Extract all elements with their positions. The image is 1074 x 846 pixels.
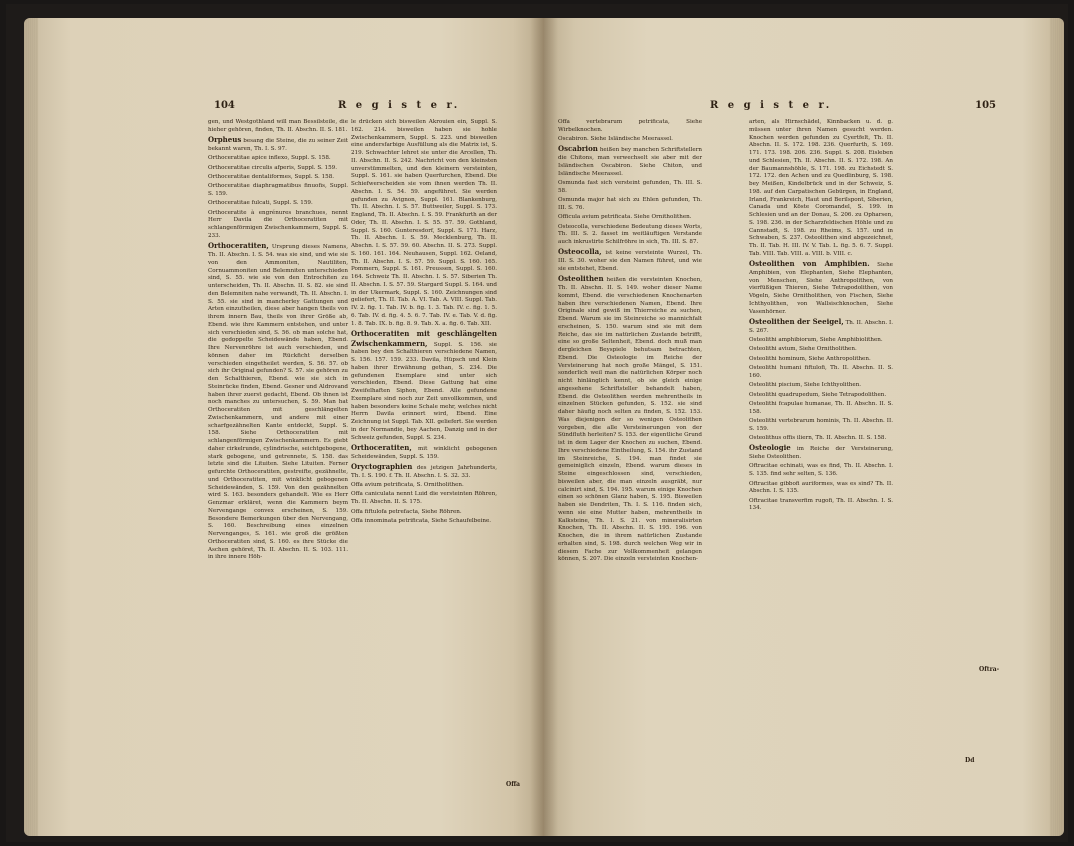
entry-text: Suppl. S. 156. sie haben bey den Schalthieren verschiedene Namen, S. 156. 157. 159. 233. Davila, Hüpsch und Klein haben ihrer Erwähnung gethan, S. 234. Die gefundenen Exemplare sind unter sich verschieden, Ebend. Diese Gattung hat eine Zweifelhaften Siphon, Ebend. Alle gefundene Exemplare sind noch zur Zeit unvollkommen, und haben besonders keine Schale mehr, welches nicht Herrn Davila erinnert wird, Ebend. Eine Zeichnung ist Suppl. Tab. XII. geliefert. Sie werden in der Normandie, bey Aachen, Danzig und in der Schweiz gefunden, Suppl. S. 234. xyxy=(351,341,497,441)
index-entry xyxy=(558,224,702,247)
index-entry xyxy=(749,444,893,462)
entry-text: Oftracitae transverfim rugofi, Th. II. Abschn. I. S. 134. xyxy=(749,497,893,512)
entry-text: Osteolithus offis iliern, Th. II. Abschn. II. S. 158. xyxy=(749,435,887,442)
catchword: Offa xyxy=(506,781,521,788)
index-entry xyxy=(749,498,893,514)
entry-text: Orthoceratite à engrénures branchues, nennt Herr Davila die Orthoceratiten mit schlangenförmigen Zwischenkammern, Suppl. S. 233. xyxy=(208,209,348,239)
index-entry xyxy=(558,119,702,135)
entry-text: Osteocolla, verschiedene Bedeutung dieses Worts, Th. III. S. 2. fasset im weitläuftigen Verstande auch inkrustirte Schilfröhre in sich, Th. III. S. 87. xyxy=(558,223,702,246)
catchword: Oftra- xyxy=(979,666,1000,673)
index-entry xyxy=(208,165,348,173)
index-entry xyxy=(351,444,497,462)
entry-text: Osteolithi piscium, Siehe Ichthyolithen. xyxy=(749,382,862,389)
entry-text: Oftracitae echinati, was es find, Th. II. Abschn. I. S. 135. find sehr selten, S. 136. xyxy=(749,463,893,478)
scan-background xyxy=(6,4,1068,842)
entry-text: Osmunda fast sich versteint gefunden, Th. III. S. 58. xyxy=(558,180,702,194)
right-page-header xyxy=(548,102,996,116)
entry-text: gen, und Westgothland will man Bessilsteile, die hieher gehören, finden, Th. II. Abschn. II. S. 181. xyxy=(208,119,348,133)
index-entry xyxy=(558,145,702,178)
index-entry xyxy=(351,330,497,443)
index-entry xyxy=(351,482,497,490)
entry-text: le drücken sich bisweilen Akrouien ein, Suppl. S. 162. 214. bisweilen haben sie hohle Zwischenkammern, Suppl. S. 223. und bisweilen eine andersfarbige Ausfüllung als die Matrix ist, S. 219. Schwachter lehret sie unter die Arcellen, Th. II. Abschn. II. S. 242. Nachricht von den kleinsten unverstümmelten, und den kleinern versteinten, Suppl. S. 161. sie haben Querfurchen, Ebend. Die Schiefwerscheiden sie vom ihnen werden Th. II. Abschn. I. S. 54. 59. angeführet. Sie werden gefunden zu Avignon, Suppl. 161. Blankenburg, Th. II. Abschn. I. S. 57. Buttweiler, Suppl. S. 173. England, Th. II. Abschn. I. S. 59. Frankfurth an der Oder, Th. II. Abschn. I. S. 55. 57. 59. Gothland, Suppl. S. 160. Gunteresdorf, Suppl. S. 171. Harz, Th. II. Abschn. I. S. 59. Mecklenburg, Th. II. Abschn. I. S. 57. 59. 60. Abschn. II. S. 273. Suppl. S. 160. 161. 164. Neuhausen, Suppl. 162. Oeland, Th. II. Abschn. I. S. 57. 59. Suppl. S. 160. 165. Pommern, Suppl. S. 161. Preussen, Suppl. S. 160. 164. Schweiz Th. II. Abschn. I. S. 57. Siberien Th. II. Abschn. I. S. 57. 59. Stargard Suppl. S. 164. und in der Ukermark, Suppl. S. 160. Zeichnungen sind geliefert, Th. II. Tab. A. VI. Tab. A. VIII. Suppl. Tab. IV. 2. fig. 1. Tab. IV. b. fig. 1. 3. Tab. IV. c. fig. 1. 5. 6. Tab. IV. d. fig. 4. 5. 6. 7. Tab. IV. e. Tab. V. d. fig. 1. 8. Tab. IX. b. fig. 8. 9. Tab. X. a. fig. 6. Tab. XII. xyxy=(351,119,497,327)
left-column-b xyxy=(351,119,497,527)
entry-headword: Osteologie xyxy=(749,443,791,453)
entry-text: mit winklicht gebogenen Scheidewänden, Suppl. S. 159. xyxy=(351,445,497,460)
index-entry xyxy=(558,275,702,564)
entry-headword: Oscabrion xyxy=(558,144,598,154)
right-page xyxy=(544,18,1064,836)
index-entry xyxy=(749,337,893,345)
entry-text: Siehe Amphibien, von Elephanten, Siehe Elephanten, von Menschen, Siehe Anthropolithen, von vierfüßigen Thieren, Siehe Tetrapodolithen, von Vögeln, Siehe Ornitholithen, von Fischen, Siehe Ichthyolithen, von Wallsischknochen, Siehe Vasenhörner. xyxy=(749,262,893,315)
entry-headword: Orthoceratiten, xyxy=(351,442,412,452)
index-entry xyxy=(749,463,893,479)
left-column-a xyxy=(208,119,348,564)
index-entry xyxy=(749,401,893,417)
right-column-a xyxy=(558,119,702,566)
index-entry xyxy=(749,346,893,354)
index-entry xyxy=(558,136,702,144)
entry-text: heißen bey manchen Schriftstellern die Chitons, man verwechselt sie aber mit der Isländischen Oscabiron. Siehe Chiton, und Isländische Meerassel. xyxy=(558,147,702,177)
index-entry xyxy=(749,435,893,443)
entry-headword: Oryctographien xyxy=(351,462,413,472)
entry-text: Offa vertebrarum petrificata, Siehe Wirbelknochen. xyxy=(558,119,702,133)
left-page xyxy=(24,18,544,836)
entry-headword: Orpheus xyxy=(208,135,242,145)
index-entry xyxy=(749,418,893,434)
page-number: 105 xyxy=(975,100,996,111)
index-entry xyxy=(351,509,497,517)
entry-text: heißen die versteinten Knochen, Th. II. Abschn. II. S. 149. woher dieser Name kommt, Ebend. die verschiedenen Knochenarten haben ihre verschiedenen Namen, Ebend. Ihre Originale sind gewiß im Thierreiche zu suchen, Ebend. Warum sie im Steinreiche so mannichfalt erscheinen, S. 150. warum sind sie mit dem Reiche, das sie im natürlichen Zustande betrifft, eine so große Seltenheit, Ebend. doch muß man dergleichen Beyspiele behutsam betrachten, Ebend. Die Osteologie im Reiche der Versteinerung hat noch große Mängel, S. 151. sonderlich weil man die natürlichen Körper noch nicht hinlänglich kennt, ob sie gleich einige angesehene Schriftsteller behandelt haben, Ebend. die Osteolithen werden mehrentheils in einzelnen Stücken gefunden, S. 152. sie sind daher häufig noch selten zu finden, S. 152. 153. Was diejenigen der so wenigen Osteolithen vorgeben, die alle Versteinerungen von der Sündfluth herleiten? S. 153. der eigentliche Grund ist in dem Lager der Knochen zu suchen, Ebend. Ihre verschiedene Eintheilung, S. 154. ihr Zustand im Steinreiche, S. 194. man findet sie gemeiniglich einzeln, Ebend. warum dieses in Steine eingeschlossen sind, verschieden, bisweilen aber, die man einzeln ausgräbt, nur calcinirt sind, S. 194. 195. warum einige Knochen einen so schönen Glanz haben, S. 195. Bisweilen haben sie Dendriten, Th. I. S. 116. finden sich, wenn sie eine Mutter haben, mehrentheils in Kalksteine, Th. I. S. 21. von mineralisirten Knochen, Th. II. Abschn. II. S. 195. 196. von Knochen, die in ihrem natürlichen Zustande erhalten sind, S. 198. durch welchen Weg wir in diesem Fache zur Vollkommenheit gelangen können, S. 207. Die einzeln versteinten Knochen- xyxy=(558,277,702,563)
index-entry xyxy=(558,214,702,222)
entry-text: Orthoceratitae apice inflexo, Suppl. S. 158. xyxy=(208,155,331,162)
page-edges-right xyxy=(1050,18,1064,836)
running-head: R e g i s t e r. xyxy=(710,100,833,111)
index-entry xyxy=(749,481,893,497)
entry-headword: Osteolithen von Amphibien. xyxy=(749,259,870,269)
signature-mark: Dd xyxy=(965,757,975,764)
index-entry xyxy=(351,119,497,328)
entry-text: Oscabiron. Siehe Isländische Meerassel. xyxy=(558,136,673,143)
entry-text: besang die Steine, die zu seiner Zeit bekannt waren, Th. I. S. 97. xyxy=(208,138,348,152)
open-book xyxy=(24,18,1064,836)
entry-headword: Orthoceratiten mit geschlängelten Zwischenkammern, xyxy=(351,328,497,348)
index-entry xyxy=(749,382,893,390)
index-entry xyxy=(208,174,348,182)
entry-text: Osteolithi hominum, Siehe Anthropolithen. xyxy=(749,355,871,362)
entry-text: Offa caniculata nennt Luid die versteinten Röhren, Th. II. Abschn. II. S. 175. xyxy=(351,491,497,506)
entry-text: Osteolithi quadrupedum, Siehe Tetrapodolithen. xyxy=(749,391,887,398)
entry-text: Osteolithi amphibiorum, Siehe Amphibiolithen. xyxy=(749,337,883,344)
index-entry xyxy=(208,119,348,135)
index-entry xyxy=(208,200,348,208)
entry-text: Orthoceratitae diaphragmatibus finuofis, Suppl. S. 159. xyxy=(208,183,348,197)
page-number: 104 xyxy=(214,100,235,111)
index-entry xyxy=(351,491,497,507)
entry-text: Orthoceratitae dentaliformes, Suppl. S. 158. xyxy=(208,173,335,180)
index-entry xyxy=(208,183,348,199)
index-entry xyxy=(749,365,893,381)
entry-text: ist keine versteinte Wurzel, Th. III. S. 30. woher sie den Namen führet, und wie sie entstehet, Ebend. xyxy=(558,250,702,272)
index-entry xyxy=(208,210,348,241)
entry-headword: Osteocolla, xyxy=(558,247,602,257)
entry-text: Oftracitae gibbofi auriformes, was es sind? Th. II. Abschn. I. S. 135. xyxy=(749,480,893,495)
entry-text: Th. II. Abschn. I. S. 267. xyxy=(749,319,894,334)
index-entry xyxy=(558,248,702,273)
entry-headword: Osteolithen xyxy=(558,274,604,284)
entry-text: Offa innominata petrificata, Siehe Schaufelbeine. xyxy=(351,517,492,524)
entry-headword: Osteolithen der Seeigel, xyxy=(749,316,844,326)
entry-text: Offa fiftulofa petrefacta, Siehe Röhren. xyxy=(351,508,462,515)
index-entry xyxy=(749,356,893,364)
index-entry xyxy=(558,197,702,213)
entry-text: Osteolithi avium, Siehe Ornitholithen. xyxy=(749,346,857,353)
index-entry xyxy=(351,518,497,526)
index-entry xyxy=(749,119,893,259)
index-entry xyxy=(749,260,893,316)
index-entry xyxy=(749,392,893,400)
left-page-header xyxy=(214,102,504,116)
entry-text: Osmunda major hat sich zu Ehlen gefunden, Th. III. S. 76. xyxy=(558,197,702,211)
entry-text: Osteolithi fcapulae humanae, Th. II. Abschn. II. S. 158. xyxy=(749,400,893,415)
page-edges-left xyxy=(24,18,38,836)
index-entry xyxy=(351,463,497,481)
index-entry xyxy=(558,180,702,196)
index-entry xyxy=(208,136,348,154)
entry-text: Offa avium petrificata, S. Ornitholithen. xyxy=(351,482,464,489)
running-head: R e g i s t e r. xyxy=(338,100,461,111)
entry-text: Officula avium petrificata. Siehe Ornitholithen. xyxy=(558,214,692,221)
entry-text: des jetzigen Jahrhunderts, Th. I. S. 190. f. Th. II. Abschn. I. S. 32. 33. xyxy=(351,465,497,479)
entry-text: Orthoceratitae fulcati, Suppl. S. 159. xyxy=(208,200,313,207)
index-entry xyxy=(208,155,348,163)
entry-text: im Reiche der Versteinerung, Siehe Osteolithen. xyxy=(749,446,893,461)
entry-text: arten, als Hirnschädel, Kinnbacken u. d. g. müssen unter ihren Namen gesucht werden. Knochen werden gefunden zu Cyertfelt, Th. II. Abschn. II. S. 172. 198. 236. Querfurth, S. 169. 171. 173. 198. 206. 236. Suppl. S. 208. Eisleben und Schlesien, Th. II. Abschn. II. S. 172. 198. An der Baumannshöhle, S. 171. 198. zu Eichstedt S. 172. 172. den Achen und zu Quedlinburg, S. 198. bey Meißen, Kindelbrück und in der Schweiz, S. 198. auf den Carpatischen Gebürgen, in England, Irland, Frankreich, Haut und Berilspont, Siberien, Canada und Köste Coromandel, S. 199. in Schlesien und an der Donau, S. 206. zu Opharsen, S. 198. 236. in der Scharzfeldischen Höhle und zu Cannstadt, S. 198. zu Rheims, S. 157. und in Schwaben, S. 237. Osteolithen sind abgezeichnet, Th. II. Tab. H. III. IV. V. Tab. L. fig. 5. 6. 7. Suppl. Tab. VIII. Tab. VIII. a. VIII. b. VIII. c. xyxy=(749,119,893,257)
entry-text: Ursprung dieses Namens, Th. II. Abschn. I. S. 54. was sie sind, und wie sie von den Ammoniten, Nautiliten, Cornuammoniten und Belemniten unterschieden sind, S. 55. wie sie von den Entrochiten zu unterscheiden, Th. II. Abschn. II. S. 82. sie sind den Belemniten nahe verwandt, Th. II. Abschn. I. S. 55. sie sind in mancherley Gattungen und Arten einzutheilen, diese aber hangen theils von ihrem innern Bau, theils von ihrer Größe ab, Ebend. wie ihre Kammern entstehen, und unter sich verschieden sind, S. 56. ob man solche hat, die gedoppelte Scheidewände haben, Ebend. Ihre Nervenröhre ist auch verschieden, und können daher im Rückficht derselben verschieden eingetheilet werden, S. 56. 57. ob sich ihr Original gefunden? S. 57. sie gehören zu den Schalthieren, Ebend. wie sie sich in Steinrücke finden, Ebend. Gesner und Aldrovand haben ihrer zuerst gedacht, Ebend. Ob ihnen ist noch manches zu untersuchen, S. 59. Man hat Orthoceratiten mit geschlängelten Zwischenkammern, und andere mit einer scharfgezähnelten Kante entdeckt, Suppl. S. 158. Siehe Orthoceratiten mit schlangenförmigen Zwischenkammern. Es giebt daher cirkelrunde, cylindrische, seichtgebogene, stark gebogene, und getrennete, S. 158. das letzte sind die Lituiten. Siehe Lituiten. Ferner gefurchte Orthoceratiten, gestreifte, gezähnelte, und Orthoceratiten, mit winklicht gebogenen Scheidewänden, S. 159. Von den gezähnelten wird S. 163. besonders gehandelt. Wie es Herr Genzmar erkläret, wenn die Kammern beym Nervengange convex erscheinen, S. 159. Besondere Bemerkungen über den Nervengang, S. 160. Beschreibung eines einzelnen Nervenganges, S. 161. wie groß die größten Orthoceratiten sind, S. 160. es ihre Stücke die Aschen gehöret, Th. II. Abschn. II. S. 103. 111. in ihre innere Höh- xyxy=(208,244,348,561)
index-entry xyxy=(208,242,348,562)
entry-text: Osteolithi humani fiftulofi, Th. II. Abschn. II. S. 160. xyxy=(749,365,893,379)
index-entry xyxy=(749,318,893,336)
entry-text: Osteolithi vertebrarum hominis, Th. II. Abschn. II. S. 159. xyxy=(749,417,893,432)
entry-text: Orthoceratitae circulis afperis, Suppl. S. 159. xyxy=(208,164,337,171)
right-column-b xyxy=(749,119,975,764)
entry-headword: Orthoceratiten, xyxy=(208,241,269,251)
